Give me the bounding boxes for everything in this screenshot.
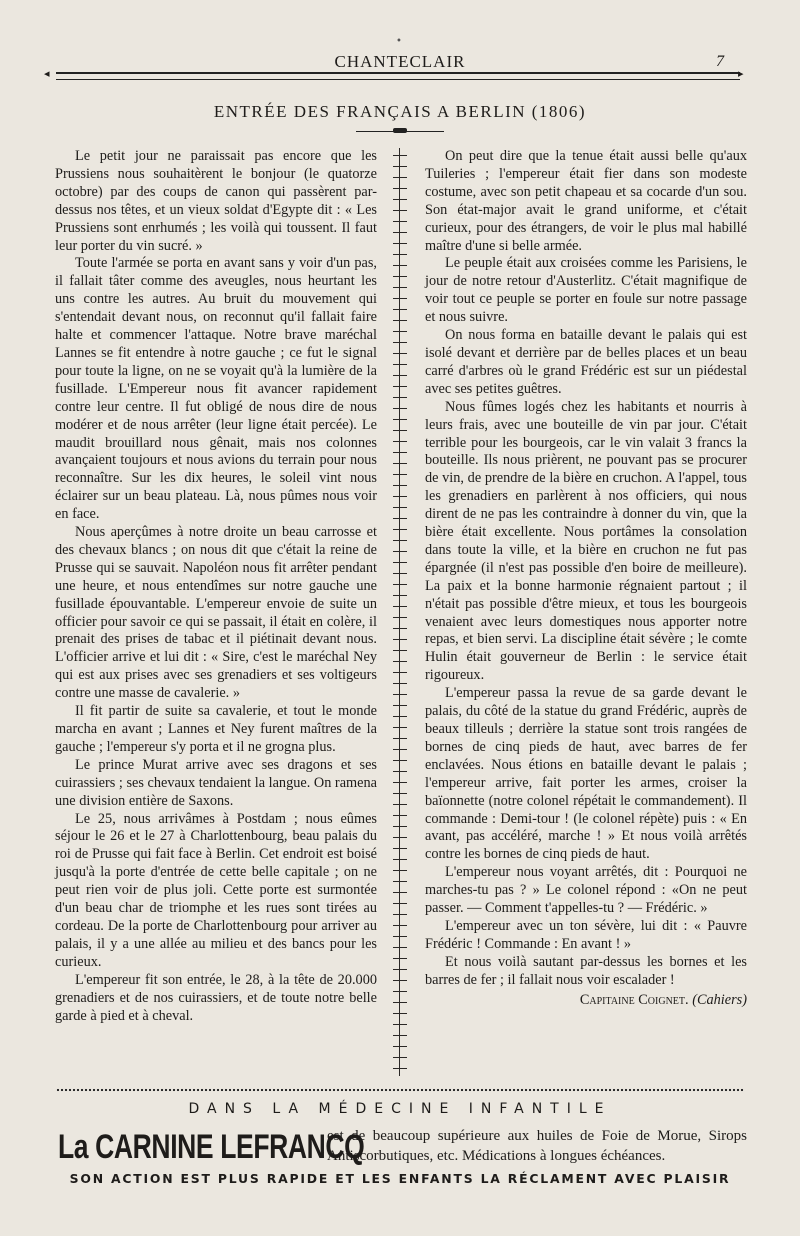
top-dot-ornament: • xyxy=(396,36,402,47)
right-paragraph: L'empereur nous voyant arrêtés, dit : Pourquoi ne marches-tu pas ? » Le colonel répond : «On ne peut passer. — Comment t'appelles-tu ? — Frédéric. » xyxy=(425,864,747,917)
right-paragraph: L'empereur avec un ton sévère, lui dit : « Pauvre Frédéric ! Commande : En avant ! » xyxy=(425,917,747,952)
left-paragraph: L'empereur fit son entrée, le 28, à la tête de 20.000 grenadiers et de nos cuirassiers, et de toute notre belle garde à pied et à cheval. xyxy=(55,971,377,1024)
right-paragraph: Nous fûmes logés chez les habitants et nourris à leurs frais, avec une bouteille de vin par jour. C'était terrible pour les bourgeois, car le vin valait 3 francs la bouteille. Ils nous prièrent, ne pouvant pas se procurer de vin, de prendre de la bière en cruchon. A l'appel, tous les grenadiers en parlèrent à nos officiers, qui nous dirent de ne pas les contraindre à donner du vin, que la bière était excellente. Nous portâmes la consolation dans toute la ville, et la bière en cruchon ne fut pas épargnée (il n'est pas possible d'en boire de meilleure). La paix et la bonne harmonie régnaient partout ; il n'était pas possible d'être mieux, et tous les bourgeois venaient avec leurs domestiques nous apporter notre repas, et bien servi. La discipline était sévère ; le comte Hulin était gouverneur de Berlin : le service était rigoureux. xyxy=(425,398,747,684)
rule-left-ornament-icon: ◂ xyxy=(44,67,50,80)
left-paragraph: Le prince Murat arrive avec ses dragons et ses cuirassiers ; ses chevaux tendaient la langue. On ramena une division entière de Saxons. xyxy=(55,756,377,809)
article-left-column xyxy=(55,148,377,1025)
article-title: ENTRÉE DES FRANÇAIS A BERLIN (1806) xyxy=(213,102,587,121)
ad-footer-slogan: SON ACTION EST PLUS RAPIDE ET LES ENFANTS LA RÉCLAMENT AVEC PLAISIR xyxy=(69,1171,731,1186)
article-signature xyxy=(425,992,747,1010)
right-paragraph: Et nous voilà sautant par-dessus les bornes et les barres de fer ; il fallait nous voir escalader ! xyxy=(425,953,747,988)
header-rule xyxy=(56,72,740,80)
right-paragraph: L'empereur passa la revue de sa garde devant le palais, du côté de la statue du grand Frédéric, auprès de beaux tilleuls ; derrière la statue sont trois rangées de bornes de cinq pieds de haut, avec barres de fer enclavées. Nous étions en bataille devant le palais ; l'empereur arrive, fait porter les armes, croiser la baïonnette (notre colonel répétait le commandement). Il commande : Demi-tour ! (le colonel répète) puis : « En avant, pas accéléré, marche ! » Et nous voilà arrêtés contre les bornes de cinq pieds de haut. xyxy=(425,685,747,863)
ad-tagline: DANS LA MÉDECINE INFANTILE xyxy=(188,1101,612,1117)
right-paragraph: On nous forma en bataille devant le palais qui est isolé devant et derrière par de belles places et un beau carré d'arbres où le grand Frédéric est sur un piédestal avec ses petites guêtres. xyxy=(425,327,747,397)
left-paragraph: Nous aperçûmes à notre droite un beau carrosse et des chevaux blancs ; on nous dit que c'était la reine de Prusse qui se sauvait. Napoléon nous fit arrêter pendant une heure, et nous entendîmes sur notre gauche une fusillade épouvantable. L'empereur envoie de suite un officier pour savoir ce qui se passait, il était en colère, il prenait des prises de tabac et il piétinait devant nous. L'officier arrive et lui dit : « Sire, c'est le maréchal Ney qui est aux prises avec ses grenadiers et ses voltigeurs contre une masse de cavalerie. » xyxy=(55,524,377,702)
page-number: 7 xyxy=(716,53,724,70)
column-divider-ornament xyxy=(393,148,407,1076)
title-ornament-icon xyxy=(393,128,407,133)
article-right-column xyxy=(425,148,747,1010)
right-paragraph: Le peuple était aux croisées comme les Parisiens, le jour de notre retour d'Austerlitz. C'était magnifique de voir tout ce peuple se porter en foule sur notre passage et nous suivre. xyxy=(425,255,747,326)
dotted-separator xyxy=(56,1088,744,1092)
right-paragraph: On peut dire que la tenue était aussi belle qu'aux Tuileries ; l'empereur était fier dans son modeste costume, avec son petit chapeau et sa cocarde d'un sou. Son état-major avait le grand uniforme, et c'était curieux, pour des étrangers, de voir le plus mal habillé maître d'une si belle armée. xyxy=(425,148,747,254)
ad-brand-name: La CARNINE LEFRANCQ xyxy=(58,1128,365,1166)
signature-source: (Cahiers) xyxy=(692,991,747,1008)
ad-description: est de beaucoup supérieure aux huiles de Foie de Morue, Sirops Antiscorbutiques, etc. Médications à longues échéances. xyxy=(327,1128,747,1164)
left-paragraph: Il fit partir de suite sa cavalerie, et tout le monde marcha en avant ; Lannes et Ney furent maîtres de la gauche ; l'empereur s'y porta et il ne grogna plus. xyxy=(55,703,377,755)
left-paragraph: Le petit jour ne paraissait pas encore que les Prussiens nous souhaitèrent le bonjour (le quatorze octobre) par des coups de canon qui passèrent par-dessus nos têtes, et un vieux soldat d'Egypte dit : « Les Prussiens sont enrhumés ; les voilà qui toussent. Il faut leur porter du vin sucré. » xyxy=(55,148,377,254)
left-paragraph: Le 25, nous arrivâmes à Postdam ; nous eûmes séjour le 26 et le 27 à Charlottenbourg, beau palais du roi de Prusse qui fait face à Berlin. Cet endroit est boisé jusqu'à la porte d'entrée de cette belle capitale ; on ne peut rien voir de plus joli. Cette porte est surmontée d'un beau char de triomphe et les rues sont tirées au cordeau. De la porte de Charlottenbourg pour arriver au palais, il y a une allée au milieu et des bancs pour les curieux. xyxy=(55,810,377,970)
rule-right-ornament-icon: ▸ xyxy=(738,67,744,80)
running-title: CHANTECLAIR xyxy=(334,52,466,71)
left-paragraph: Toute l'armée se porta en avant sans y voir d'un pas, il fallait tâter comme des aveugles, nous heurtant les uns contre les autres. Au bruit du mouvement qui s'entendait devant nous, on reconnut qu'il fallait faire halte et commencer l'attaque. Notre brave maréchal Lannes se fit entendre à notre gauche ; ce fut le signal pour toute la ligne, on ne se voyait qu'à la lumière de la fusillade. L'Empereur nous fit avancer rapidement contre leur centre. Il fut obligé de nous dire de nous modérer et de nous arrêter (leur ligne était percée). Le maudit brouillard nous gênait, mais nos colonnes avançaient toujours et nous avions du terrain pour nous reconnaître. Sur les dix heures, le soleil vint nous éclairer sur un beau plateau. Là, nous pûmes nous voir en face. xyxy=(55,255,377,523)
signature-name: Capitaine Coignet. xyxy=(579,991,689,1008)
